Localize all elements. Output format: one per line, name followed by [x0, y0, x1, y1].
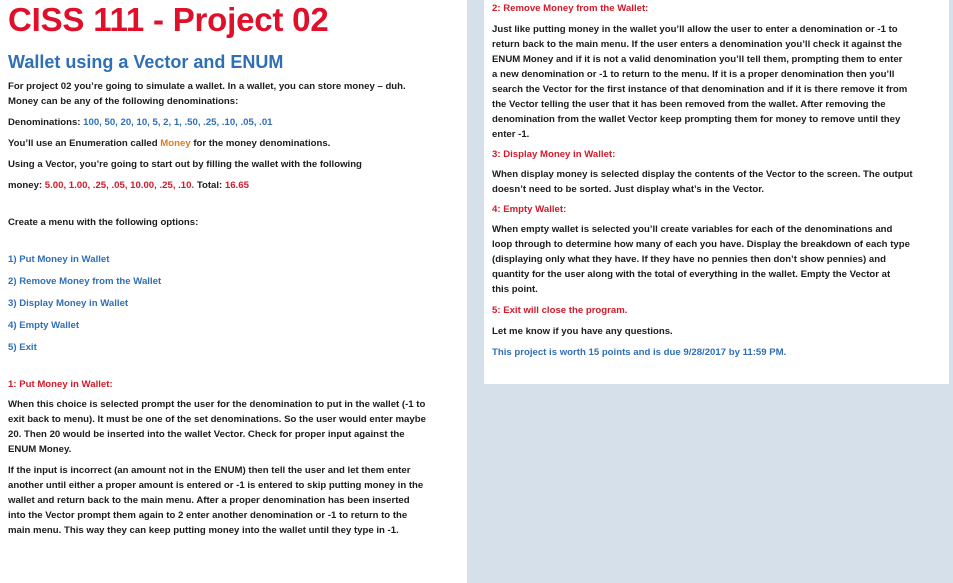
text-line: a new denomination or -1 to return to the menu. If it is a proper denomination then you’ll: [492, 69, 895, 80]
text-line: If the input is incorrect (an amount not in the ENUM) then tell the user and let them enter: [8, 465, 411, 476]
section-put-paragraph-1: [8, 397, 459, 457]
menu-intro: Create a menu with the following options:: [8, 217, 199, 228]
questions-line: Let me know if you have any questions.: [492, 326, 673, 337]
money-label: money:: [8, 180, 45, 191]
money-values: 5.00, 1.00, .25, .05, 10.00, .25, .10.: [44, 180, 197, 191]
text-line: another until either a proper amount is entered or -1 is entered to skip putting money in the: [8, 480, 424, 491]
text-line: main menu. This way they can keep putting money into the wallet until they type in -1.: [8, 525, 399, 536]
text-line: into the Vector prompt them again to 2 enter another denomination or -1 to return to the: [8, 510, 408, 521]
text-line: loop through to determine how many of each you have. Display the breakdown of each type: [492, 239, 910, 250]
text-line: Just like putting money in the wallet you’ll allow the user to enter a denomination or -1 to: [492, 24, 898, 35]
menu-item-exit: 5) Exit: [8, 342, 37, 353]
menu-item-empty: 4) Empty Wallet: [8, 320, 80, 331]
enum-post: for the money denominations.: [190, 138, 331, 149]
text-line: return back to the main menu. If the user enters a denomination you’ll check it against the: [492, 39, 902, 50]
text-line: denomination from the wallet Vector keep prompting them for money to remove until they: [492, 114, 901, 125]
menu-item-remove: 2) Remove Money from the Wallet: [8, 276, 162, 287]
text-line: ENUM Money and if it is not a valid denomination you’ll tell them, prompting them to enter: [492, 54, 903, 65]
section-remove-heading: 2: Remove Money from the Wallet:: [492, 3, 649, 14]
text-line: (displaying only what they have. If they have no pennies then don’t show pennies) and: [492, 254, 886, 265]
text-line: exit back to menu). It must be one of the set denominations. So the user would enter maybe: [8, 414, 426, 425]
text-line: When empty wallet is selected you’ll create variables for each of the denominations and: [492, 224, 893, 235]
enum-line: [8, 136, 459, 151]
page-title: CISS 111 - Project 02: [8, 1, 329, 38]
text-line: quantity for the user along with the total of everything in the wallet. Empty the Vector at: [492, 269, 891, 280]
text-line: ENUM Money.: [8, 444, 72, 455]
section-put-heading: 1: Put Money in Wallet:: [8, 379, 113, 390]
enum-pre: You’ll use an Enumeration called: [8, 138, 161, 149]
section-put-paragraph-2: [8, 463, 459, 538]
due-line: This project is worth 15 points and is due 9/28/2017 by 11:59 PM.: [492, 347, 787, 358]
section-display-heading: 3: Display Money in Wallet:: [492, 149, 616, 160]
menu-item-put: 1) Put Money in Wallet: [8, 254, 110, 265]
text-line: enter -1.: [492, 129, 530, 140]
section-remove-paragraph: [492, 22, 941, 142]
total-value: 16.65: [224, 180, 249, 191]
denominations-label: Denominations:: [8, 117, 84, 128]
denominations-values: 100, 50, 20, 10, 5, 2, 1, .50, .25, .10, .05, .01: [83, 117, 273, 128]
text-line: When display money is selected display the contents of the Vector to the screen. The output: [492, 169, 913, 180]
vector-line: Using a Vector, you’re going to start out by filling the wallet with the following: [8, 159, 362, 170]
money-line: [8, 178, 459, 193]
text-line: the Vector telling the user that it has been removed from the wallet. After removing the: [492, 99, 886, 110]
intro-line-1: For project 02 you’re going to simulate a wallet. In a wallet, you can store money – duh.: [8, 81, 406, 92]
denominations-line: [8, 115, 459, 130]
intro-line-2: Money can be any of the following denominations:: [8, 96, 239, 107]
enum-name: Money: [160, 138, 191, 149]
text-line: 20. Then 20 would be inserted into the wallet Vector. Check for proper input against the: [8, 429, 405, 440]
text-line: When this choice is selected prompt the user for the denomination to put in the wallet (-1 to: [8, 399, 426, 410]
text-line: doesn’t need to be sorted. Just display what’s in the Vector.: [492, 184, 765, 195]
document-page-left: [0, 0, 467, 583]
section-exit-heading: 5: Exit will close the program.: [492, 305, 628, 316]
page-subtitle: Wallet using a Vector and ENUM: [8, 52, 284, 72]
section-empty-heading: 4: Empty Wallet:: [492, 204, 567, 215]
menu-item-display: 3) Display Money in Wallet: [8, 298, 129, 309]
section-display-paragraph: [492, 167, 941, 197]
text-line: this point.: [492, 284, 538, 295]
text-line: wallet and return back to the main menu. After a proper denomination has been inserted: [8, 495, 410, 506]
text-line: search the Vector for the first instance of that denomination and if it is there remove it from: [492, 84, 908, 95]
total-label: Total:: [196, 180, 225, 191]
section-empty-paragraph: [492, 222, 941, 297]
menu-list: [8, 252, 459, 355]
document-page-right: [484, 0, 949, 384]
